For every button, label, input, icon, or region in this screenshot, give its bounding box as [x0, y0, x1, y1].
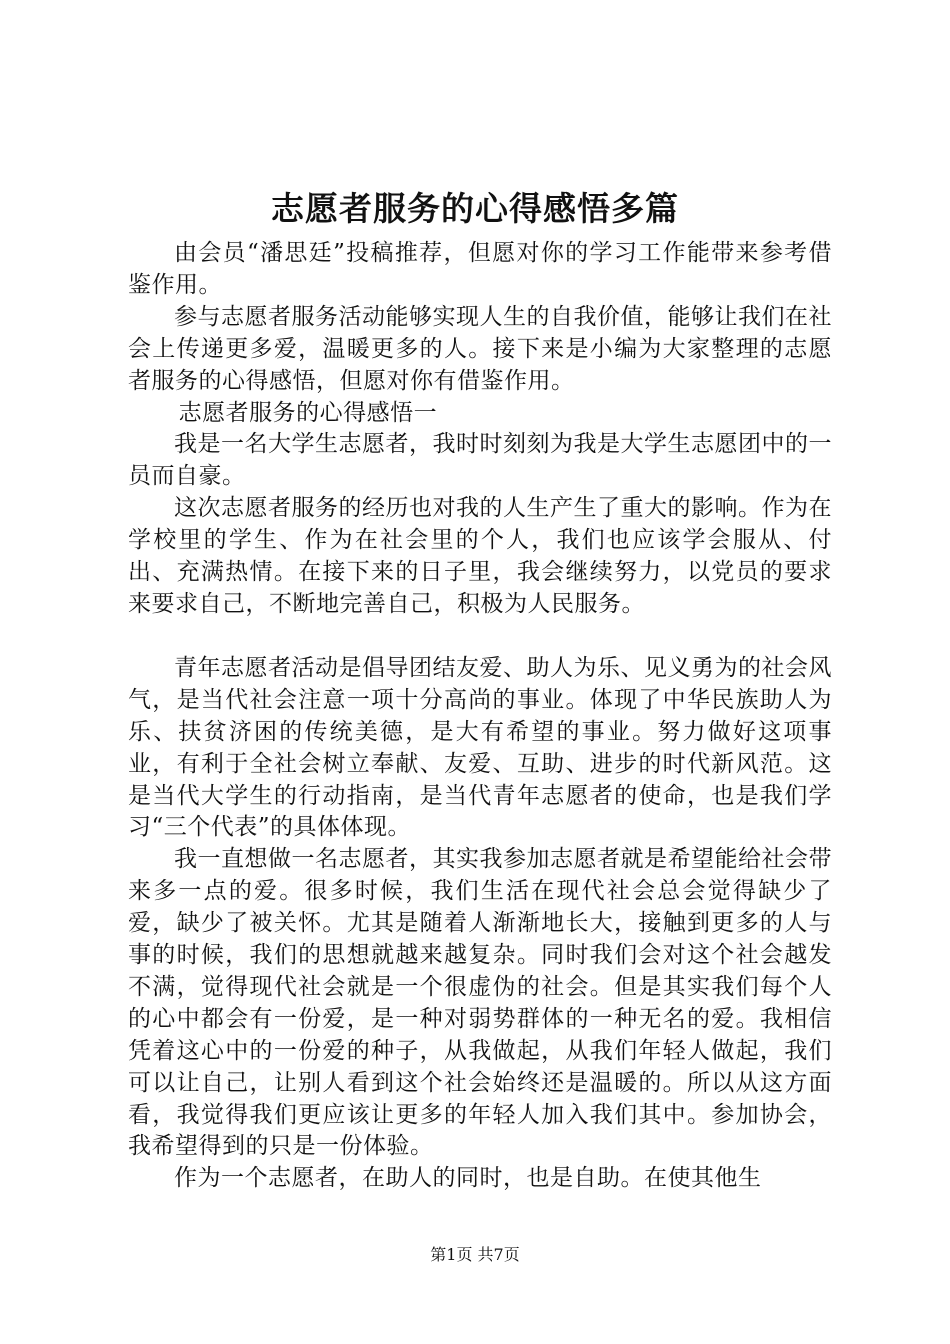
paragraph: 我是一名大学生志愿者，我时时刻刻为我是大学生志愿团中的一员而自豪。 [128, 431, 832, 490]
paragraph: 作为一个志愿者，在助人的同时，也是自助。在使其他生 [174, 1165, 762, 1192]
paragraph-summary: 参与志愿者服务活动能够实现人生的自我价值，能够让我们在社会上传递更多爱，温暖更多的人。接下来是小编为大家整理的志愿者服务的心得感悟，但愿对你有借鉴作用。 [128, 303, 832, 394]
paragraph: 这次志愿者服务的经历也对我的人生产生了重大的影响。作为在学校里的学生、作为在社会里的个人，我们也应该学会服从、付出、充满热情。在接下来的日子里，我会继续努力，以党员的要求来要求自己，不断地完善自己，积极为人民服务。 [128, 495, 832, 617]
paragraph: 青年志愿者活动是倡导团结友爱、助人为乐、见义勇为的社会风气，是当代社会注意一项十分高尚的事业。体现了中华民族助人为乐、扶贫济困的传统美德，是大有希望的事业。努力做好这项事业，有利于全社会树立奉献、友爱、互助、进步的时代新风范。这是当代大学生的行动指南，是当代青年志愿者的使命，也是我们学习“三个代表”的具体体现。 [128, 654, 832, 841]
paragraph-intro: 由会员“潘思廷”投稿推荐，但愿对你的学习工作能带来参考借鉴作用。 [128, 240, 832, 298]
document-title: 志愿者服务的心得感悟多篇 [271, 189, 679, 228]
section-heading: 志愿者服务的心得感悟一 [178, 399, 438, 426]
paragraph: 我一直想做一名志愿者，其实我参加志愿者就是希望能给社会带来多一点的爱。很多时候，我们生活在现代社会总会觉得缺少了爱，缺少了被关怀。尤其是随着人渐渐地长大，接触到更多的人与事的时候，我们的思想就越来越复杂。同时我们会对这个社会越发不满，觉得现代社会就是一个很虚伪的社会。但是其实我们每个人的心中都会有一份爱，是一种对弱势群体的一种无名的爱。我相信凭着这心中的一份爱的种子，从我做起，从我们年轻人做起，我们可以让自己，让别人看到这个社会始终还是温暖的。所以从这方面看，我觉得我们更应该让更多的年轻人加入我们其中。参加协会，我希望得到的只是一份体验。 [128, 846, 832, 1160]
page-number-footer: 第1页 共7页 [430, 1245, 520, 1264]
paragraph-gap [128, 621, 832, 653]
document-body [128, 238, 832, 1195]
